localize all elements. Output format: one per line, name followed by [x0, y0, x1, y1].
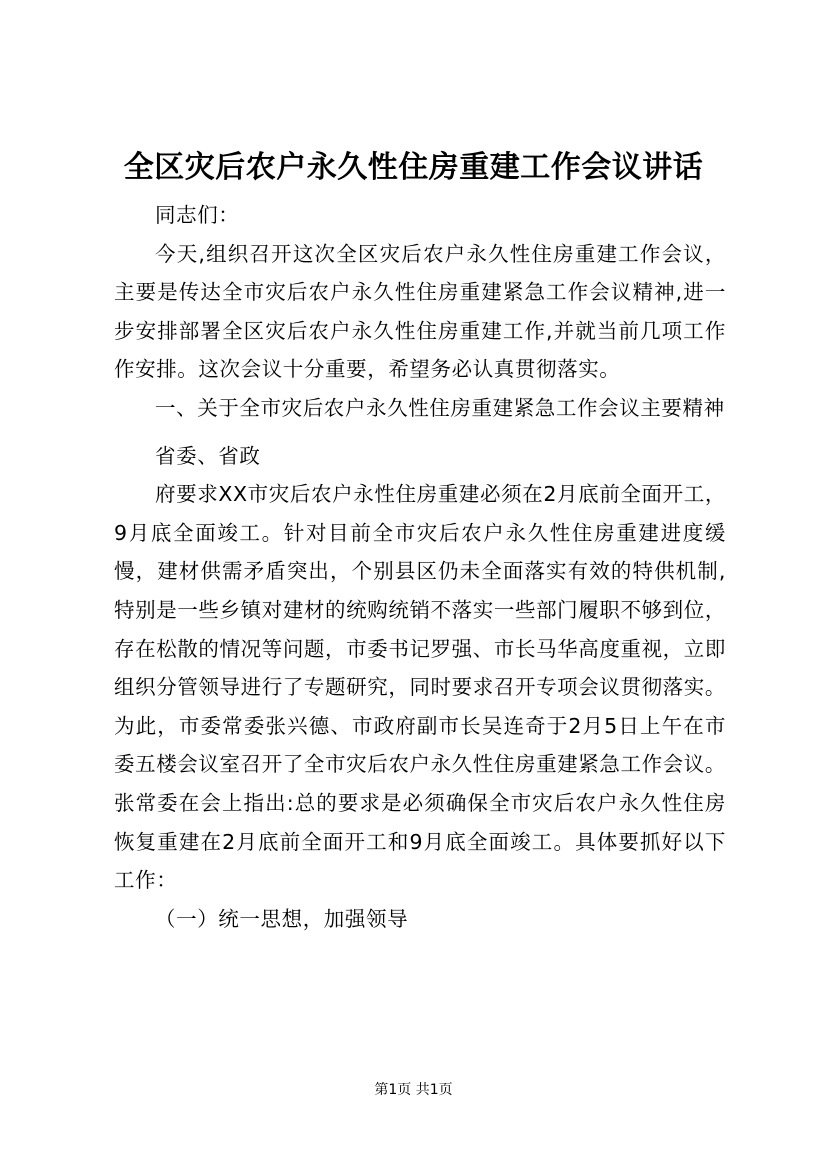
page-footer: 第1页 共1页 — [374, 1082, 453, 1098]
document-body — [114, 196, 726, 938]
section-heading-1: 一、关于全市灾后农户永久性住房重建紧急工作会议主要精神 — [155, 395, 725, 420]
salutation-paragraph: 同志们： — [155, 203, 240, 227]
body-paragraph: 府要求XX市灾后农户永性住房重建必须在2月底前全面开工，9月底全面竣工。针对目前全市灾后农户永久性住房重建进度缓慢，建材供需矛盾突出，个别县区仍未全面落实有效的特供机制,特别是一些乡镇对建材的统购统销不落实一些部门履职不够到位，存在松散的情况等问题，市委书记罗强、市长马华高度重视，立即组织分管领导进行了专题研究，同时要求召开专项会议贯彻落实。为此，市委常委张兴德、市政府副市长吴连奇于2月5日上午在市委五楼会议室召开了全市灾后农户永久性住房重建紧急工作会议。张常委在会上指出:总的要求是必须确保全市灾后农户永久性住房恢复重建在2月底前全面开工和9月底全面竣工。具体要抓好以下工作： — [114, 482, 726, 893]
intro-paragraph: 今天,组织召开这次全区灾后农户永久性住房重建工作会议，主要是传达全市灾后农户永久性住房重建紧急工作会议精神,进一步安排部署全区灾后农户永久性住房重建工作,并就当前几项工作作安排。这次会议十分重要，希望务必认真贯彻落实。 — [114, 241, 726, 382]
document-title: 全区灾后农户永久性住房重建工作会议讲话 — [123, 150, 704, 185]
subsection-heading-1: （一）统一思想，加强领导 — [155, 906, 409, 931]
body-paragraph: 省委、省政 — [155, 443, 261, 468]
